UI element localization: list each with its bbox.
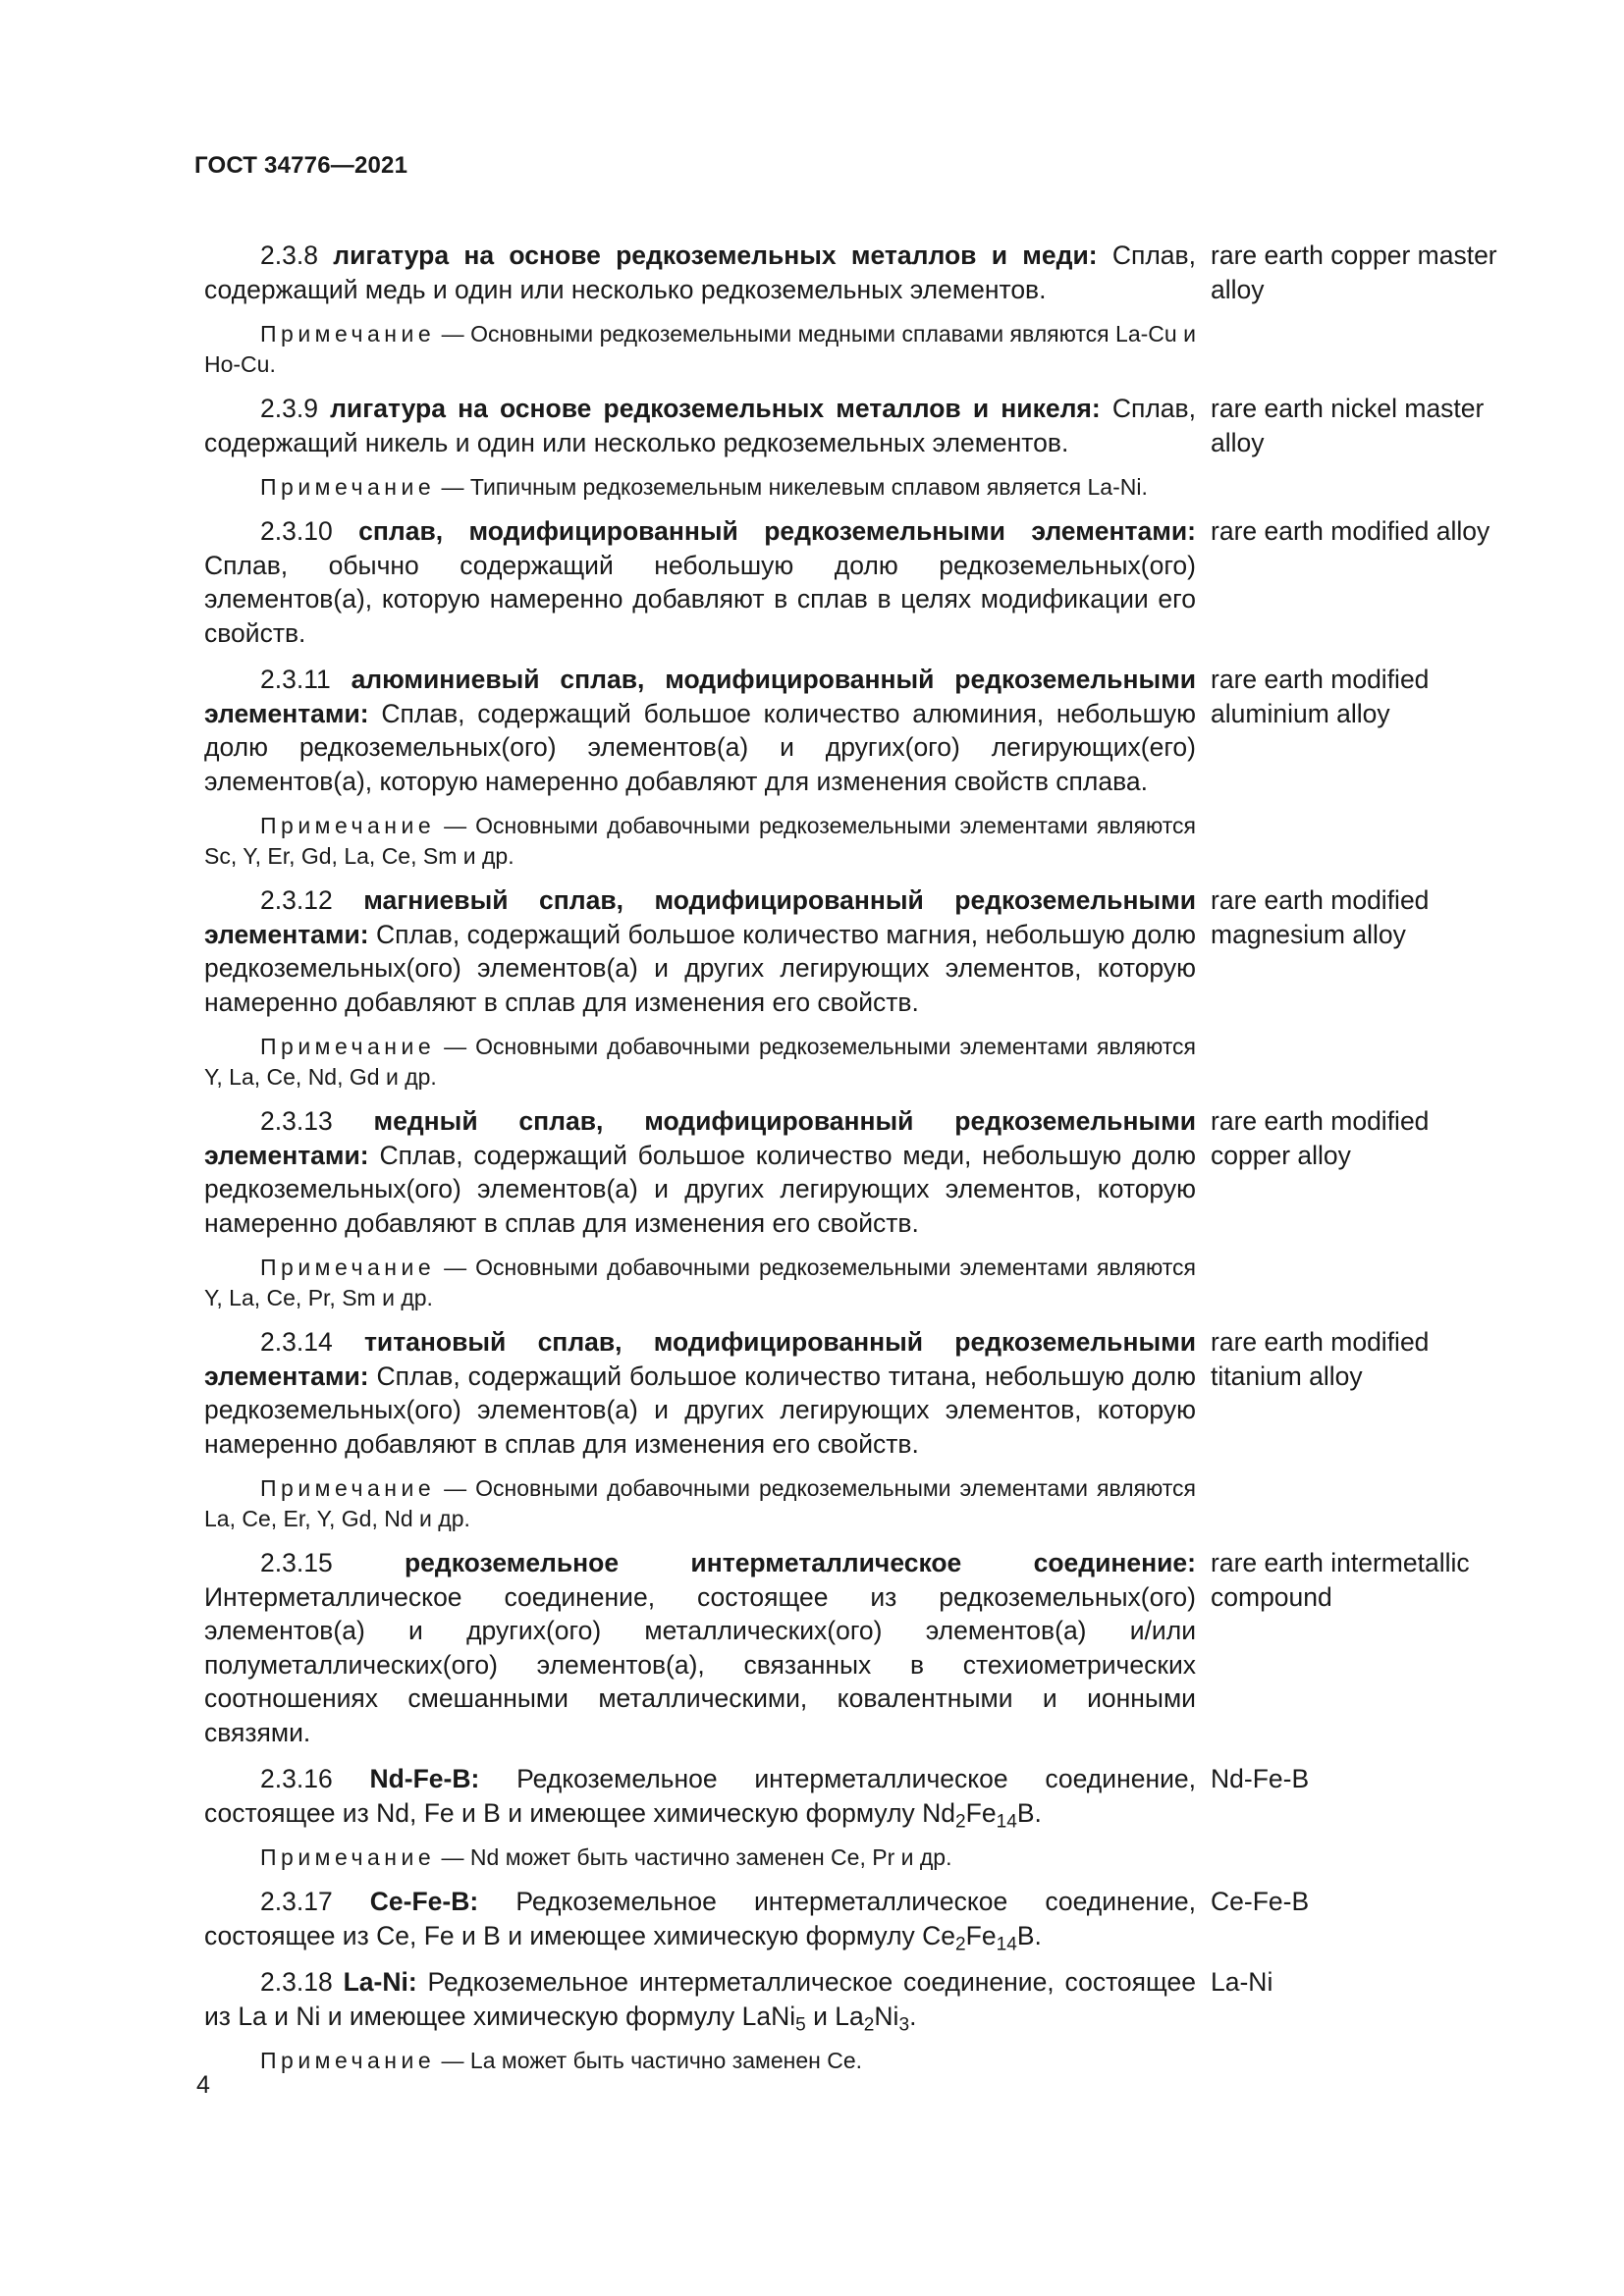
english-equivalent-empty <box>1211 2046 1510 2076</box>
note-text <box>204 811 1196 872</box>
formula-text: Nd <box>922 1797 956 1828</box>
note-label: Примечание <box>260 474 436 500</box>
formula-text: Ce <box>922 1920 956 1950</box>
formula-subscript: 2 <box>955 1811 966 1833</box>
english-equivalent: rare earth intermetallic compound <box>1211 1548 1470 1612</box>
definition-text: Сплав, содержащий большое количество титана, небольшую долю редкоземельных(ого) элементов(а) и других легирующих элементов, которую намеренно добавляют в сплав для изменения его свойств. <box>204 1361 1196 1459</box>
formula-subscript: 2 <box>863 2014 875 2036</box>
term-entry <box>204 1762 1510 1833</box>
term-number: 2.3.13 <box>260 1106 333 1136</box>
note-text <box>204 1473 1196 1534</box>
english-equivalent: rare earth modified alloy <box>1211 516 1490 546</box>
term-number: 2.3.9 <box>260 394 318 423</box>
english-equivalent-empty <box>1211 1473 1510 1534</box>
term-number: 2.3.15 <box>260 1548 333 1577</box>
term-title: редкоземельное интерметаллическое соединение: <box>405 1548 1196 1577</box>
term-number: 2.3.8 <box>260 240 318 270</box>
term-entry <box>204 1104 1510 1240</box>
term-title: алюминиевый сплав, модифицированный редкоземельными элементами: <box>204 665 1196 728</box>
term-number: 2.3.11 <box>260 665 331 694</box>
term-title: Ce-Fe-B: <box>369 1887 479 1916</box>
formula-subscript: 3 <box>898 2014 910 2036</box>
term-entry <box>204 883 1510 1019</box>
note-body: — Основными добавочными редкоземельными элементами являются Sc, Y, Er, Gd, La, Ce, Sm и др. <box>204 813 1196 869</box>
definition-end: . <box>1034 1920 1042 1950</box>
note-body: — Nd может быть частично заменен Ce, Pr и др. <box>441 1844 952 1870</box>
formula-text: Fe <box>965 1920 997 1950</box>
note-text <box>204 319 1196 380</box>
term-entry <box>204 1965 1510 2036</box>
formula-subscript: 14 <box>996 1934 1017 1955</box>
note-body: — Типичным редкоземельным никелевым сплавом является La-Ni. <box>441 474 1148 500</box>
english-equivalent-empty <box>1211 472 1510 503</box>
note-body: — Основными редкоземельными медными сплавами являются La-Cu и Ho-Cu. <box>204 321 1196 377</box>
formula-text: и La <box>805 2001 864 2031</box>
term-title: La-Ni: <box>343 1967 417 1997</box>
term-number: 2.3.17 <box>260 1887 333 1916</box>
english-equivalent: rare earth modified copper alloy <box>1211 1106 1430 1170</box>
note-text <box>204 1032 1196 1093</box>
term-definition <box>204 1762 1196 1833</box>
term-definition <box>204 1965 1196 2036</box>
note-body: — Основными добавочными редкоземельными элементами являются Y, La, Ce, Nd, Gd и др. <box>204 1034 1196 1090</box>
formula-subscript: 5 <box>795 2014 806 2036</box>
definition-text: Сплав, содержащий медь и один или несколько редкоземельных элементов. <box>204 240 1196 304</box>
note-label: Примечание <box>260 813 436 838</box>
term-title: лигатура на основе редкоземельных металлов и никеля: <box>330 394 1101 423</box>
note-entry <box>204 1032 1510 1093</box>
formula-text: Ni <box>874 2001 899 2031</box>
note-entry <box>204 319 1510 380</box>
english-equivalent-empty <box>1211 1842 1510 1873</box>
definition-end: . <box>1034 1797 1042 1828</box>
note-text <box>204 472 1196 503</box>
term-entry <box>204 1885 1510 1955</box>
note-entry <box>204 472 1510 503</box>
definition-text: Сплав, содержащий большое количество алюминия, небольшую долю редкоземельных(ого) элементов(а) и других(ого) легирующих(его) элементов(а), которую намеренно добавляют для изменения свойств сплава. <box>204 698 1196 796</box>
english-equivalent-empty <box>1211 1253 1510 1313</box>
english-equivalent: La-Ni <box>1211 1967 1273 1997</box>
note-label: Примечание <box>260 1034 436 1059</box>
formula-subscript: 2 <box>955 1934 966 1955</box>
term-definition <box>204 514 1196 650</box>
term-number: 2.3.12 <box>260 885 333 915</box>
term-number: 2.3.18 <box>260 1967 333 1997</box>
definition-text: Сплав, содержащий большое количество меди, небольшую долю редкоземельных(ого) элементов(а) и других легирующих элементов, которую намеренно добавляют в сплав для изменения его свойств. <box>204 1140 1196 1238</box>
term-number: 2.3.10 <box>260 516 333 546</box>
note-body: — Основными добавочными редкоземельными элементами являются La, Ce, Er, Y, Gd, Nd и др. <box>204 1475 1196 1531</box>
formula-text: Fe <box>965 1797 997 1828</box>
definition-text: Интерметаллическое соединение, состоящее из редкоземельных(ого) элементов(а) и других(ого) металлических(ого) элементов(а) и/или полуметаллических(ого) элементов(а), связанных в стехиометрических соотношениях смешанными металлическими, ковалентными и ионными связями. <box>204 1581 1196 1747</box>
definition-text: Сплав, содержащий большое количество магния, небольшую долю редкоземельных(ого) элементов(а) и других легирующих элементов, которую намеренно добавляют в сплав для изменения его свойств. <box>204 919 1196 1017</box>
english-equivalent-empty <box>1211 811 1510 872</box>
formula-subscript: 14 <box>996 1811 1017 1833</box>
term-entry <box>204 392 1510 459</box>
term-title: медный сплав, модифицированный редкоземельными элементами: <box>204 1106 1196 1170</box>
term-definition <box>204 883 1196 1019</box>
term-definition <box>204 1325 1196 1461</box>
term-title: сплав, модифицированный редкоземельными элементами: <box>358 516 1196 546</box>
formula-text: LaNi <box>741 2001 796 2031</box>
document-header: ГОСТ 34776—2021 <box>194 152 408 179</box>
formula-text: B <box>1016 1797 1035 1828</box>
english-equivalent: rare earth modified magnesium alloy <box>1211 885 1430 949</box>
definition-text: Редкоземельное интерметаллическое соединение, состоящее из Nd, Fe и B и имеющее химическую формулу <box>204 1764 1196 1828</box>
english-equivalent: rare earth copper master alloy <box>1211 240 1497 304</box>
note-body: — Основными добавочными редкоземельными элементами являются Y, La, Ce, Pr, Sm и др. <box>204 1255 1196 1310</box>
term-entry <box>204 1325 1510 1461</box>
note-label: Примечание <box>260 1255 436 1280</box>
note-entry <box>204 1473 1510 1534</box>
term-definition <box>204 1546 1196 1749</box>
term-definition <box>204 1885 1196 1955</box>
english-equivalent: rare earth modified aluminium alloy <box>1211 665 1430 728</box>
definition-text: Редкоземельное интерметаллическое соединение, состоящее из Ce, Fe и B и имеющее химическую формулу <box>204 1887 1196 1950</box>
note-body: — La может быть частично заменен Ce. <box>441 2048 863 2073</box>
english-equivalent: Ce-Fe-B <box>1211 1887 1310 1916</box>
term-definition <box>204 1104 1196 1240</box>
term-number: 2.3.16 <box>260 1764 333 1793</box>
note-text <box>204 1253 1196 1313</box>
english-equivalent: rare earth modified titanium alloy <box>1211 1327 1430 1391</box>
term-title: титановый сплав, модифицированный редкоземельными элементами: <box>204 1327 1196 1391</box>
term-entry <box>204 514 1510 650</box>
note-text <box>204 1842 1196 1873</box>
formula-text: B <box>1016 1920 1035 1950</box>
note-label: Примечание <box>260 2048 436 2073</box>
note-label: Примечание <box>260 1475 436 1501</box>
note-label: Примечание <box>260 321 436 347</box>
term-entry <box>204 239 1510 306</box>
term-definition <box>204 239 1196 306</box>
term-definition <box>204 663 1196 798</box>
note-entry <box>204 811 1510 872</box>
term-title: магниевый сплав, модифицированный редкоземельными элементами: <box>204 885 1196 949</box>
note-entry <box>204 1842 1510 1873</box>
terms-list <box>204 239 1510 2088</box>
note-label: Примечание <box>260 1844 436 1870</box>
english-equivalent-empty <box>1211 319 1510 380</box>
definition-text: Редкоземельное интерметаллическое соединение, состоящее из La и Ni и имеющее химическую формулу <box>204 1967 1196 2031</box>
page-number: 4 <box>196 2071 210 2099</box>
term-entry <box>204 663 1510 798</box>
note-entry <box>204 2046 1510 2076</box>
term-title: лигатура на основе редкоземельных металлов и меди: <box>333 240 1098 270</box>
english-equivalent-empty <box>1211 1032 1510 1093</box>
term-definition <box>204 392 1196 459</box>
term-number: 2.3.14 <box>260 1327 333 1357</box>
note-text <box>204 2046 1196 2076</box>
definition-end: . <box>909 2001 917 2031</box>
note-entry <box>204 1253 1510 1313</box>
english-equivalent: rare earth nickel master alloy <box>1211 394 1485 457</box>
term-title: Nd-Fe-B: <box>369 1764 480 1793</box>
english-equivalent: Nd-Fe-B <box>1211 1764 1310 1793</box>
definition-text: Сплав, обычно содержащий небольшую долю редкоземельных(ого) элементов(а), которую намеренно добавляют в сплав в целях модификации его свойств. <box>204 550 1196 648</box>
definition-text: Сплав, содержащий никель и один или несколько редкоземельных элементов. <box>204 394 1196 457</box>
term-entry <box>204 1546 1510 1749</box>
